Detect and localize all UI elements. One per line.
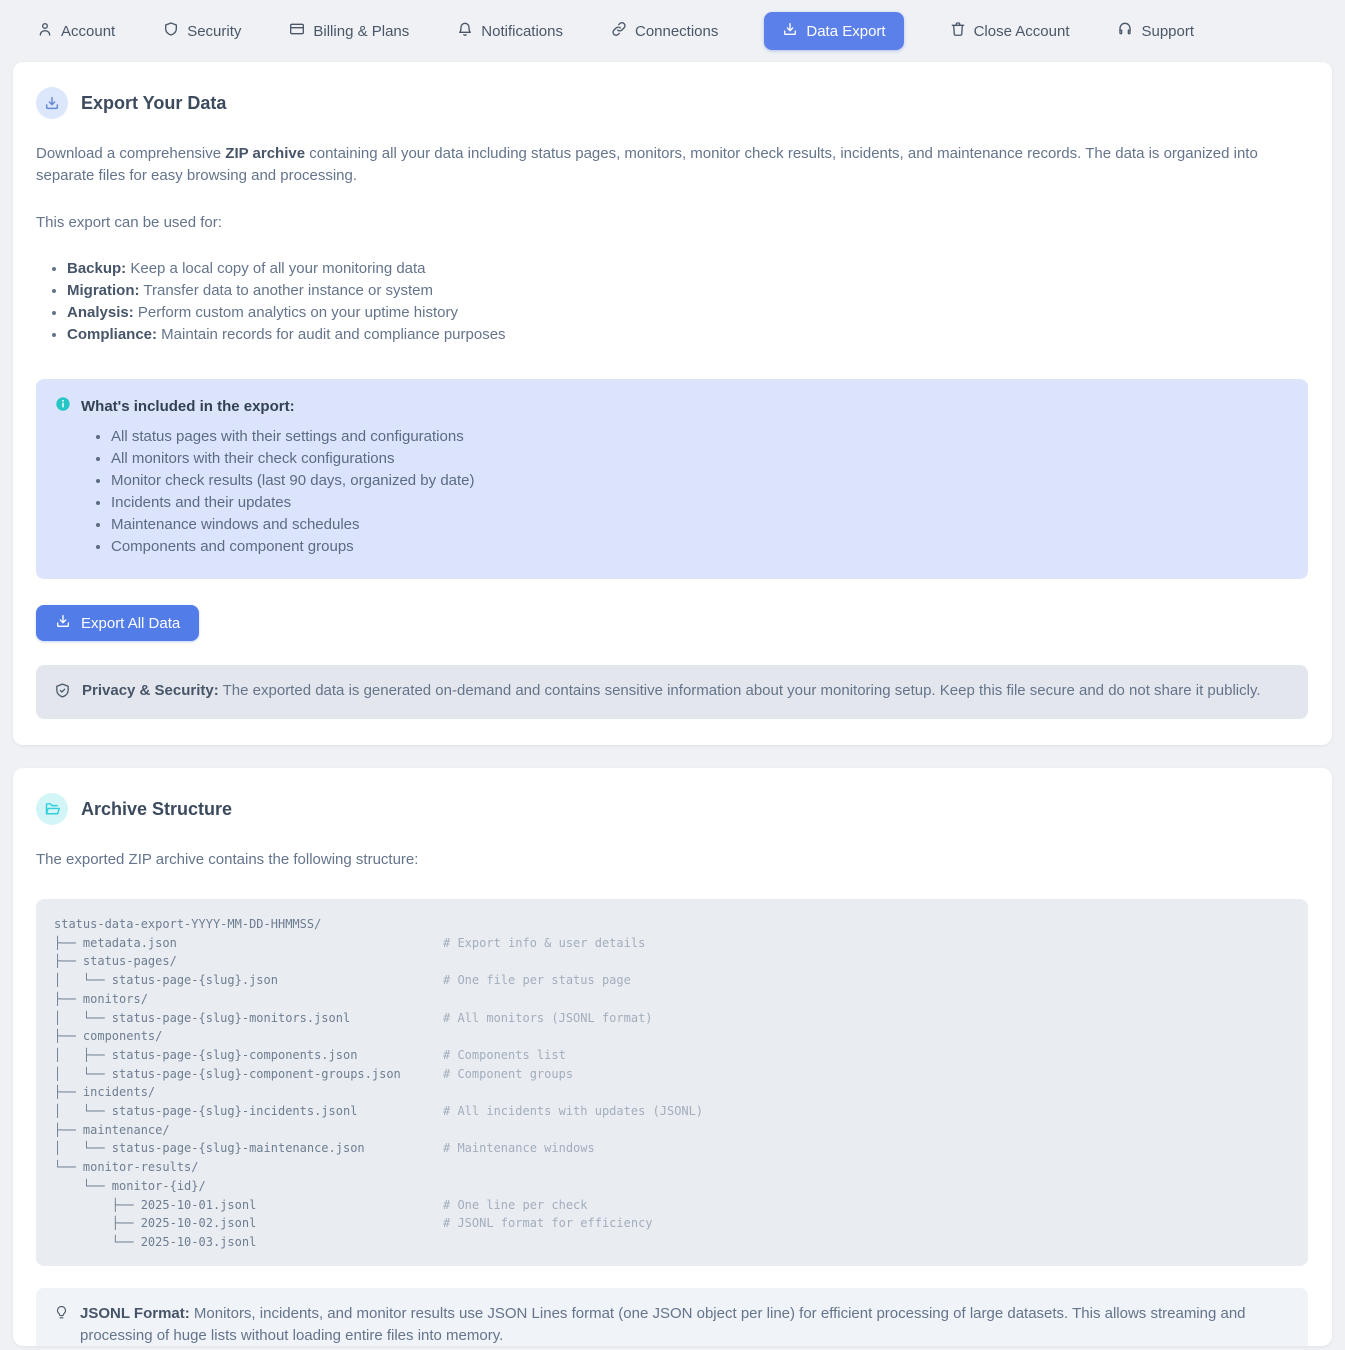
tab-label: Account: [61, 22, 116, 40]
archive-intro-text: The exported ZIP archive contains the following structure:: [36, 851, 419, 868]
tree-line: ├── status-pages/: [54, 954, 177, 969]
jsonl-note-text: JSONL Format: Monitors, incidents, and monitor results use JSON Lines format (one JSON object per line) for efficient processing of large datasets. This allows streaming and processing of huge lists without loading entire files into memory.: [80, 1304, 1246, 1344]
list-item: • Monitor check results (last 90 days, organized by date): [111, 470, 1288, 492]
shield-check-icon: [54, 680, 71, 704]
archive-tree-code-block: [36, 899, 1308, 1266]
tree-line: ├── metadata.json # Export info & user details: [54, 935, 646, 950]
export-data-card: [13, 62, 1332, 745]
credit-card-icon: [289, 21, 305, 41]
tab-label: Connections: [634, 22, 719, 40]
tree-line: ├── components/: [54, 1029, 163, 1044]
tab-label: Close Account: [973, 22, 1070, 40]
tree-line: status-data-export-YYYY-MM-DD-HHMMSS/: [54, 917, 322, 931]
list-item: • All status pages with their settings and configurations: [111, 426, 1288, 448]
uses-label: This export can be used for:: [36, 214, 222, 231]
settings-tab-bar: [0, 0, 1345, 52]
archive-structure-card: [13, 768, 1332, 1346]
list-item: • Incidents and their updates: [111, 492, 1288, 514]
download-icon: [55, 613, 71, 633]
whats-included-title: What's included in the export:: [81, 398, 295, 415]
tab-label: Billing & Plans: [313, 22, 410, 40]
info-icon: [55, 396, 71, 417]
shield-icon: [163, 21, 179, 41]
tab-billing[interactable]: [287, 12, 411, 50]
trash-icon: [950, 21, 966, 41]
list-item: • Migration: Transfer data to another instance or system: [67, 280, 1308, 302]
zip-archive-bold: ZIP archive: [225, 145, 306, 162]
tree-line: │ └── status-page-{slug}-incidents.jsonl # All incidents with updates (JSONL): [54, 1104, 704, 1119]
tab-security[interactable]: [161, 12, 243, 50]
bell-icon: [457, 21, 473, 41]
privacy-note-text: Privacy & Security: The exported data is generated on-demand and contains sensitive information about your monitoring setup. Keep this file secure and do not share it publicly.: [82, 682, 1261, 699]
whats-included-header: [55, 396, 1288, 417]
tab-notifications[interactable]: [455, 12, 565, 50]
tab-support[interactable]: [1115, 12, 1196, 50]
tree-line: │ ├── status-page-{slug}-components.json # Components list: [54, 1047, 566, 1062]
tree-line: ├── 2025-10-01.jsonl # One line per check: [54, 1197, 588, 1212]
headset-icon: [1117, 21, 1133, 41]
tree-line: └── 2025-10-03.jsonl: [54, 1234, 257, 1249]
export-button-label: Export All Data: [81, 614, 181, 632]
export-card-header: [36, 87, 1308, 119]
export-card-title: Export Your Data: [81, 92, 227, 113]
tree-line: │ └── status-page-{slug}.json # One file per status page: [54, 973, 631, 988]
list-item: • Analysis: Perform custom analytics on your uptime history: [67, 302, 1308, 324]
included-items-list: [55, 426, 1288, 558]
tree-line: │ └── status-page-{slug}-maintenance.json # Maintenance windows: [54, 1141, 595, 1156]
user-icon: [37, 21, 53, 41]
list-item: • Maintenance windows and schedules: [111, 514, 1288, 536]
tree-line: │ └── status-page-{slug}-monitors.jsonl # All monitors (JSONL format): [54, 1010, 653, 1025]
list-item: • Backup: Keep a local copy of all your monitoring data: [67, 258, 1308, 280]
tab-label: Support: [1141, 22, 1195, 40]
tab-account[interactable]: [35, 12, 117, 50]
tree-line: ├── monitors/: [54, 991, 148, 1006]
list-item: • Components and component groups: [111, 536, 1288, 558]
list-item: • Compliance: Maintain records for audit and compliance purposes: [67, 324, 1308, 346]
archive-card-header: [36, 793, 1308, 825]
jsonl-format-note: [36, 1288, 1308, 1346]
tree-line: └── monitor-{id}/: [54, 1178, 206, 1193]
export-uses-list: [36, 258, 1308, 346]
link-icon: [611, 21, 627, 41]
tab-close-account[interactable]: [948, 12, 1072, 50]
whats-included-box: [36, 379, 1308, 579]
tree-line: ├── 2025-10-02.jsonl # JSONL format for efficiency: [54, 1216, 653, 1231]
folder-icon: [36, 793, 68, 825]
tab-label: Security: [187, 22, 242, 40]
tree-line: │ └── status-page-{slug}-component-groups.json # Component groups: [54, 1066, 574, 1081]
privacy-security-note: [36, 665, 1308, 719]
tab-label: Data Export: [806, 22, 886, 40]
tree-line: └── monitor-results/: [54, 1160, 199, 1175]
tree-line: ├── maintenance/: [54, 1122, 170, 1137]
download-circle-icon: [36, 87, 68, 119]
tab-connections[interactable]: [609, 12, 720, 50]
export-intro-text: Download a comprehensive ZIP archive containing all your data including status pages, monitors, monitor check results, incidents, and maintenance records. The data is organized into separate files for easy browsing and processing.: [36, 145, 1258, 184]
tree-line: ├── incidents/: [54, 1085, 156, 1100]
tab-label: Notifications: [481, 22, 563, 40]
tab-data-export[interactable]: [764, 12, 903, 50]
download-icon: [782, 21, 798, 41]
export-all-data-button[interactable]: [36, 605, 199, 641]
archive-card-title: Archive Structure: [81, 798, 233, 819]
lightbulb-icon: [54, 1303, 69, 1325]
list-item: • All monitors with their check configurations: [111, 448, 1288, 470]
